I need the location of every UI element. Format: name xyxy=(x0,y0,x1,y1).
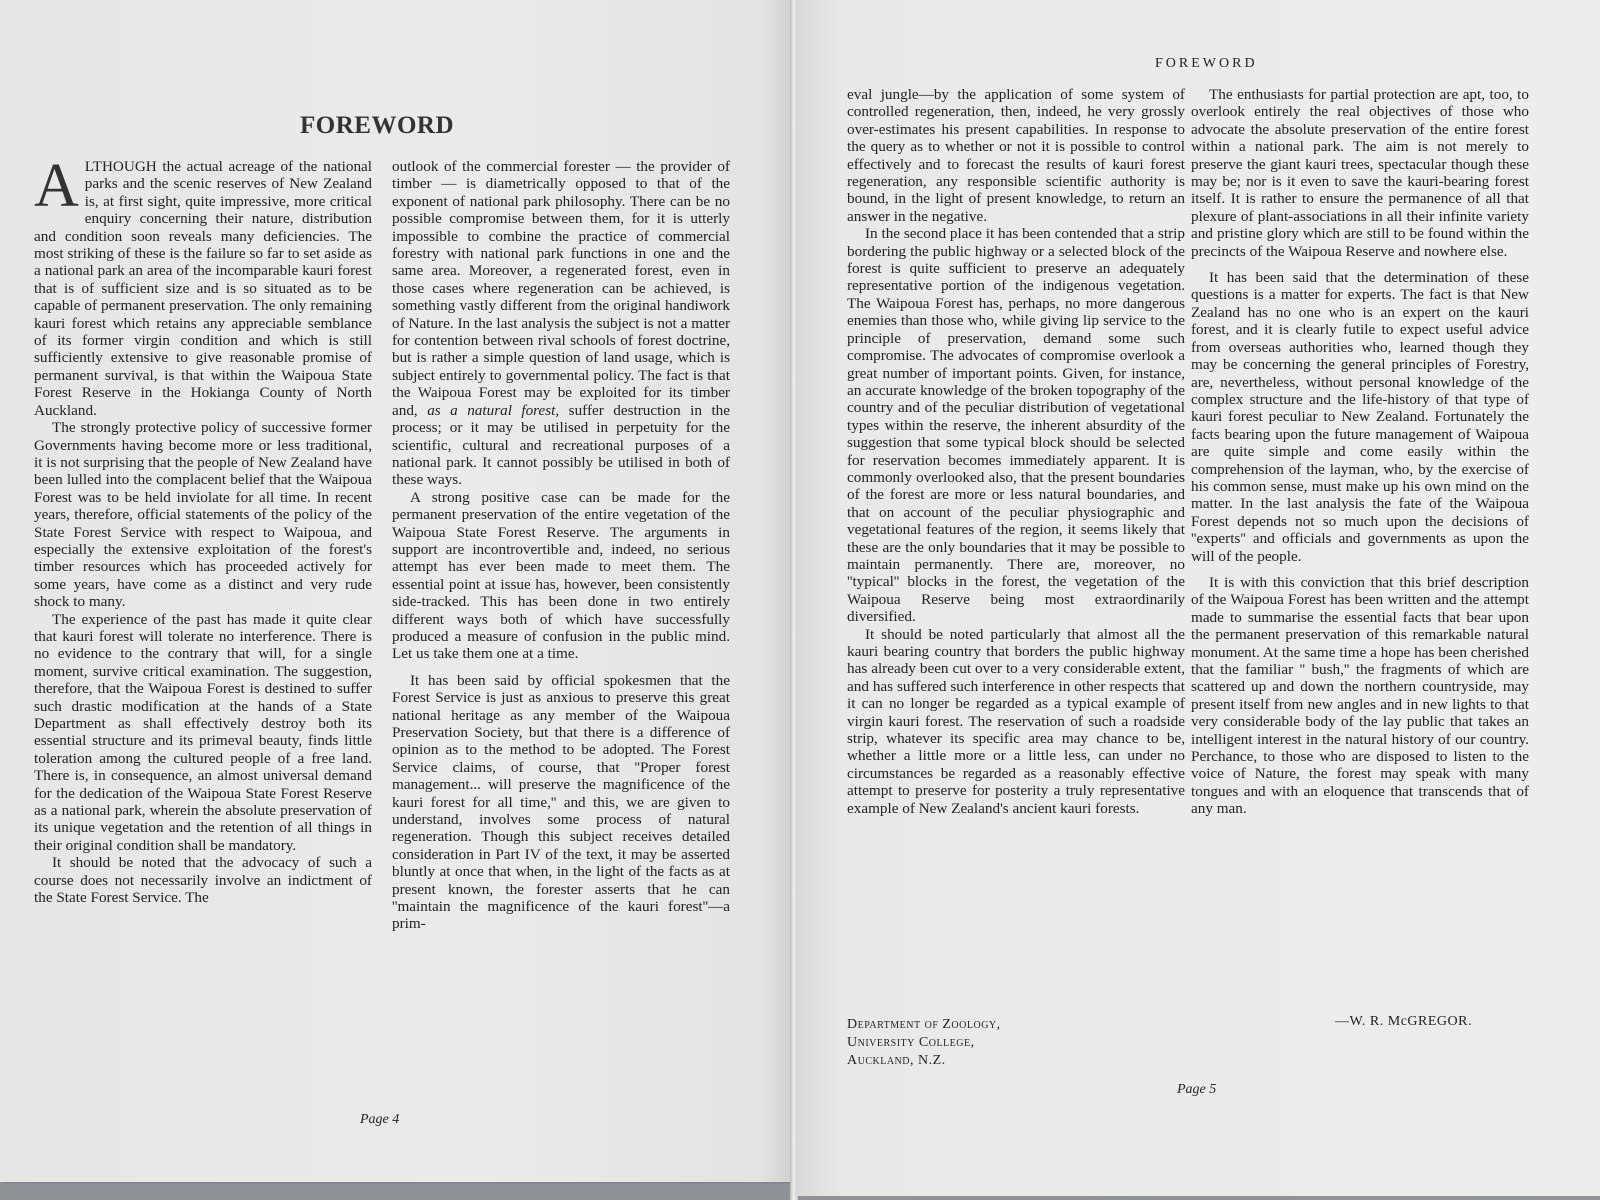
paragraph: It should be noted that the advocacy of such a course does not necessarily involve an indictment of the State Forest Service. The xyxy=(34,854,372,907)
drop-cap: A xyxy=(34,152,79,220)
page-number: Page 4 xyxy=(360,1112,400,1127)
paragraph: A strong positive case can be made for the permanent preservation of the entire vegetation of the Waipoua State Forest Reserve. The arguments in support are incontrovertible and, indeed, no serious attempt has ever been made to meet them. The essential point at issue has, however, been consistently side-tracked. This has been done in two entirely different ways both of which have successfully produced a measure of confusion in the public mind. Let us take them one at a time. xyxy=(392,488,730,663)
author-signature: —W. R. McGREGOR. xyxy=(1335,1014,1472,1029)
page-heading: FOREWORD xyxy=(300,112,454,139)
left-column-2 xyxy=(392,158,730,933)
page-number: Page 5 xyxy=(1177,1082,1217,1097)
paragraph-text: LTHOUGH the actual acreage of the national parks and the scenic reserves of New Zealand is, at first sight, quite impressive, more critical enquiry concerning their nature, distribution and condition soon reveals many deficiencies. The most striking of these is the failure so far to set aside as a national park an area of the incomparable kauri forest that is of sufficient size and is so situated as to be capable of permanent preservation. The only remaining kauri forest which retains any appreciable semblance of its former virgin condition and which is still sufficiently extensive to give reasonable promise of permanent survival, is that within the Waipoua State Forest Reserve in the Hokianga County of North Auckland. xyxy=(34,158,372,419)
address-line: Department of Zoology, xyxy=(847,1017,1001,1032)
paragraph: The strongly protective policy of successive former Governments having become more or less traditional, it is not surprising that the people of New Zealand have been lulled into the complacent belief that the Waipoua Forest was to be held inviolate for all time. In recent years, therefore, official statements of the policy of the State Forest Service with respect to Waipoua, and especially the extensive exploitation of the forest's timber resources which has proceeded actively for some years, have come as a distinct and very rude shock to many. xyxy=(34,419,372,611)
paragraph: It is with this conviction that this brief description of the Waipoua Forest has been written and the attempt made to summarise the essential facts that bear upon the permanent preservation of this remarkable natural monument. At the same time a hope has been cherished that the familiar '' bush,'' the fragments of which are scattered up and down the northern countryside, may present itself from new angles and in new lights to that very considerable body of the lay public that takes an intelligent interest in the natural history of our country. Perchance, to those who are disposed to listen to the voice of Nature, the forest may speak with many tongues and with an eloquence that transcends that of any man. xyxy=(1191,573,1529,818)
paragraph: The experience of the past has made it quite clear that kauri forest will tolerate no interference. There is no evidence to the contrary that will, for a single moment, survive critical examination. The suggestion, therefore, that the Waipoua Forest is destined to suffer such drastic modification at the hands of a State Department as shall effectively destroy both its essential structure and its primeval beauty, finds little toleration among the cultured people of a free land. There is, in consequence, an almost universal demand for the dedication of the Waipoua State Forest Reserve as a national park, wherein the absolute preservation of its unique vegetation and the retention of all things in their original condition shall be mandatory. xyxy=(34,610,372,854)
left-page xyxy=(0,0,793,1182)
address-block xyxy=(847,1016,1001,1070)
paragraph xyxy=(34,152,372,419)
paragraph-text: suffer destruction in the process; or it may be utilised in perpetuity for the scientific, cultural and recreational purposes of a national park. It cannot possibly be utilised in both of these ways. xyxy=(392,401,731,489)
right-column-1 xyxy=(847,86,1185,817)
paragraph: The enthusiasts for partial protection are apt, too, to overlook entirely the real objectives of those who advocate the absolute preservation of the entire forest within a national park. The aim is not merely to preserve the giant kauri trees, spectacular though these may be; nor is it even to save the kauri-bearing forest itself. It is rather to ensure the permanence of all that plexure of plant-associations in all their infinite variety and pristine glory which are still to be found within the precincts of the Waipoua Reserve and nowhere else. xyxy=(1191,86,1529,260)
address-line: University College, xyxy=(847,1035,975,1050)
paragraph: It should be noted particularly that almost all the kauri bearing country that borders the public highway has already been cut over to a very considerable extent, and has suffered such interference in other respects that it can no longer be regarded as a typical example of virgin kauri forest. The reservation of such a roadside strip, whatever its specific area may chance to be, whether a little more or a little less, can under no circumstances be regarded as a reasonably effective attempt to preserve for posterity a truly representative example of New Zealand's ancient kauri forests. xyxy=(847,625,1185,817)
right-page xyxy=(795,0,1600,1196)
running-head: FOREWORD xyxy=(1155,56,1258,71)
paragraph: It has been said that the determination of these questions is a matter for experts. The fact is that New Zealand has no one who is an expert on the kauri forest, and it is clearly futile to expect useful advice from overseas authorities who, learned though they may be concerning the general principles of Forestry, are, nevertheless, without personal knowledge of the complex structure and the life-history of that type of kauri forest peculiar to New Zealand. Fortunately the facts bearing upon the future management of Waipoua are quite simple and come easily within the comprehension of the layman, who, by the exercise of his common sense, must make up his own mind on the matter. In the last analysis the fate of the Waipoua Forest depends not so much upon the decisions of ''experts'' and officials and governments as upon the will of the people. xyxy=(1191,269,1529,565)
left-column-1 xyxy=(34,152,372,907)
paragraph-text: outlook of the commercial forester — the provider of timber — is diametrically opposed to that of the exponent of national park philosophy. There can be no possible compromise between them, for it is utterly impossible to combine the practice of commercial forestry with national park functions in one and the same area. Moreover, a regenerated forest, even in those cases where regeneration can be achieved, is something vastly different from the original handiwork of Nature. In the last analysis the subject is not a matter for contention between rival schools of forest doctrine, but is rather a simple question of land usage, which is subject entirely to governmental policy. The fact is that the Waipoua Forest may be exploited for its timber and, xyxy=(392,158,730,419)
paragraph: eval jungle—by the application of some system of controlled regeneration, then, indeed, he very grossly over-estimates his present capabilities. In response to the query as to whether or not it is possible to control effectively and to forecast the results of kauri forest regeneration, any responsible scientific authority is bound, in the light of present knowledge, to return an answer in the negative. xyxy=(847,86,1185,225)
paragraph xyxy=(392,158,730,489)
address-line: Auckland, N.Z. xyxy=(847,1053,946,1068)
paragraph: It has been said by official spokesmen that the Forest Service is just as anxious to preserve this great national heritage as any member of the Waipoua Preservation Society, but that there is a difference of opinion as to the method to be adopted. The Forest Service claims, of course, that ''Proper forest management... will preserve the magnificence of the kauri forest for all time,'' and this, we are given to understand, involves some process of natural regeneration. Though this subject receives detailed consideration in Part IV of the text, it may be asserted bluntly at once that when, in the light of the facts as at present known, the forester asserts that he can ''maintain the magnificence of the kauri forest''—a prim- xyxy=(392,671,730,933)
emphasis-text: as a natural forest, xyxy=(427,401,560,419)
paragraph: In the second place it has been contended that a strip bordering the public highway or a selected block of the forest is quite sufficient to preserve an adequately representative portion of the indigenous vegetation. The Waipoua Forest has, perhaps, no more dangerous enemies than those who, while giving lip service to the principle of preservation, demand some such compromise. The advocates of compromise overlook a great number of important points. Given, for instance, an accurate knowledge of the broken topography of the country and of the peculiar distribution of vegetational types within the reserve, the inherent absurdity of the suggestion that some typical block should be selected for reservation becomes immediately apparent. It is commonly overlooked also, that the present boundaries of the forest are more or less natural boundaries, and that on account of the peculiar physiographic and vegetational features of the region, it seems likely that these are the only boundaries that it may be possible to maintain permanently. There are, moreover, no ''typical'' blocks in the forest, the vegetation of the Waipoua Reserve being most extraordinarily diversified. xyxy=(847,225,1185,626)
right-column-2 xyxy=(1191,86,1529,818)
